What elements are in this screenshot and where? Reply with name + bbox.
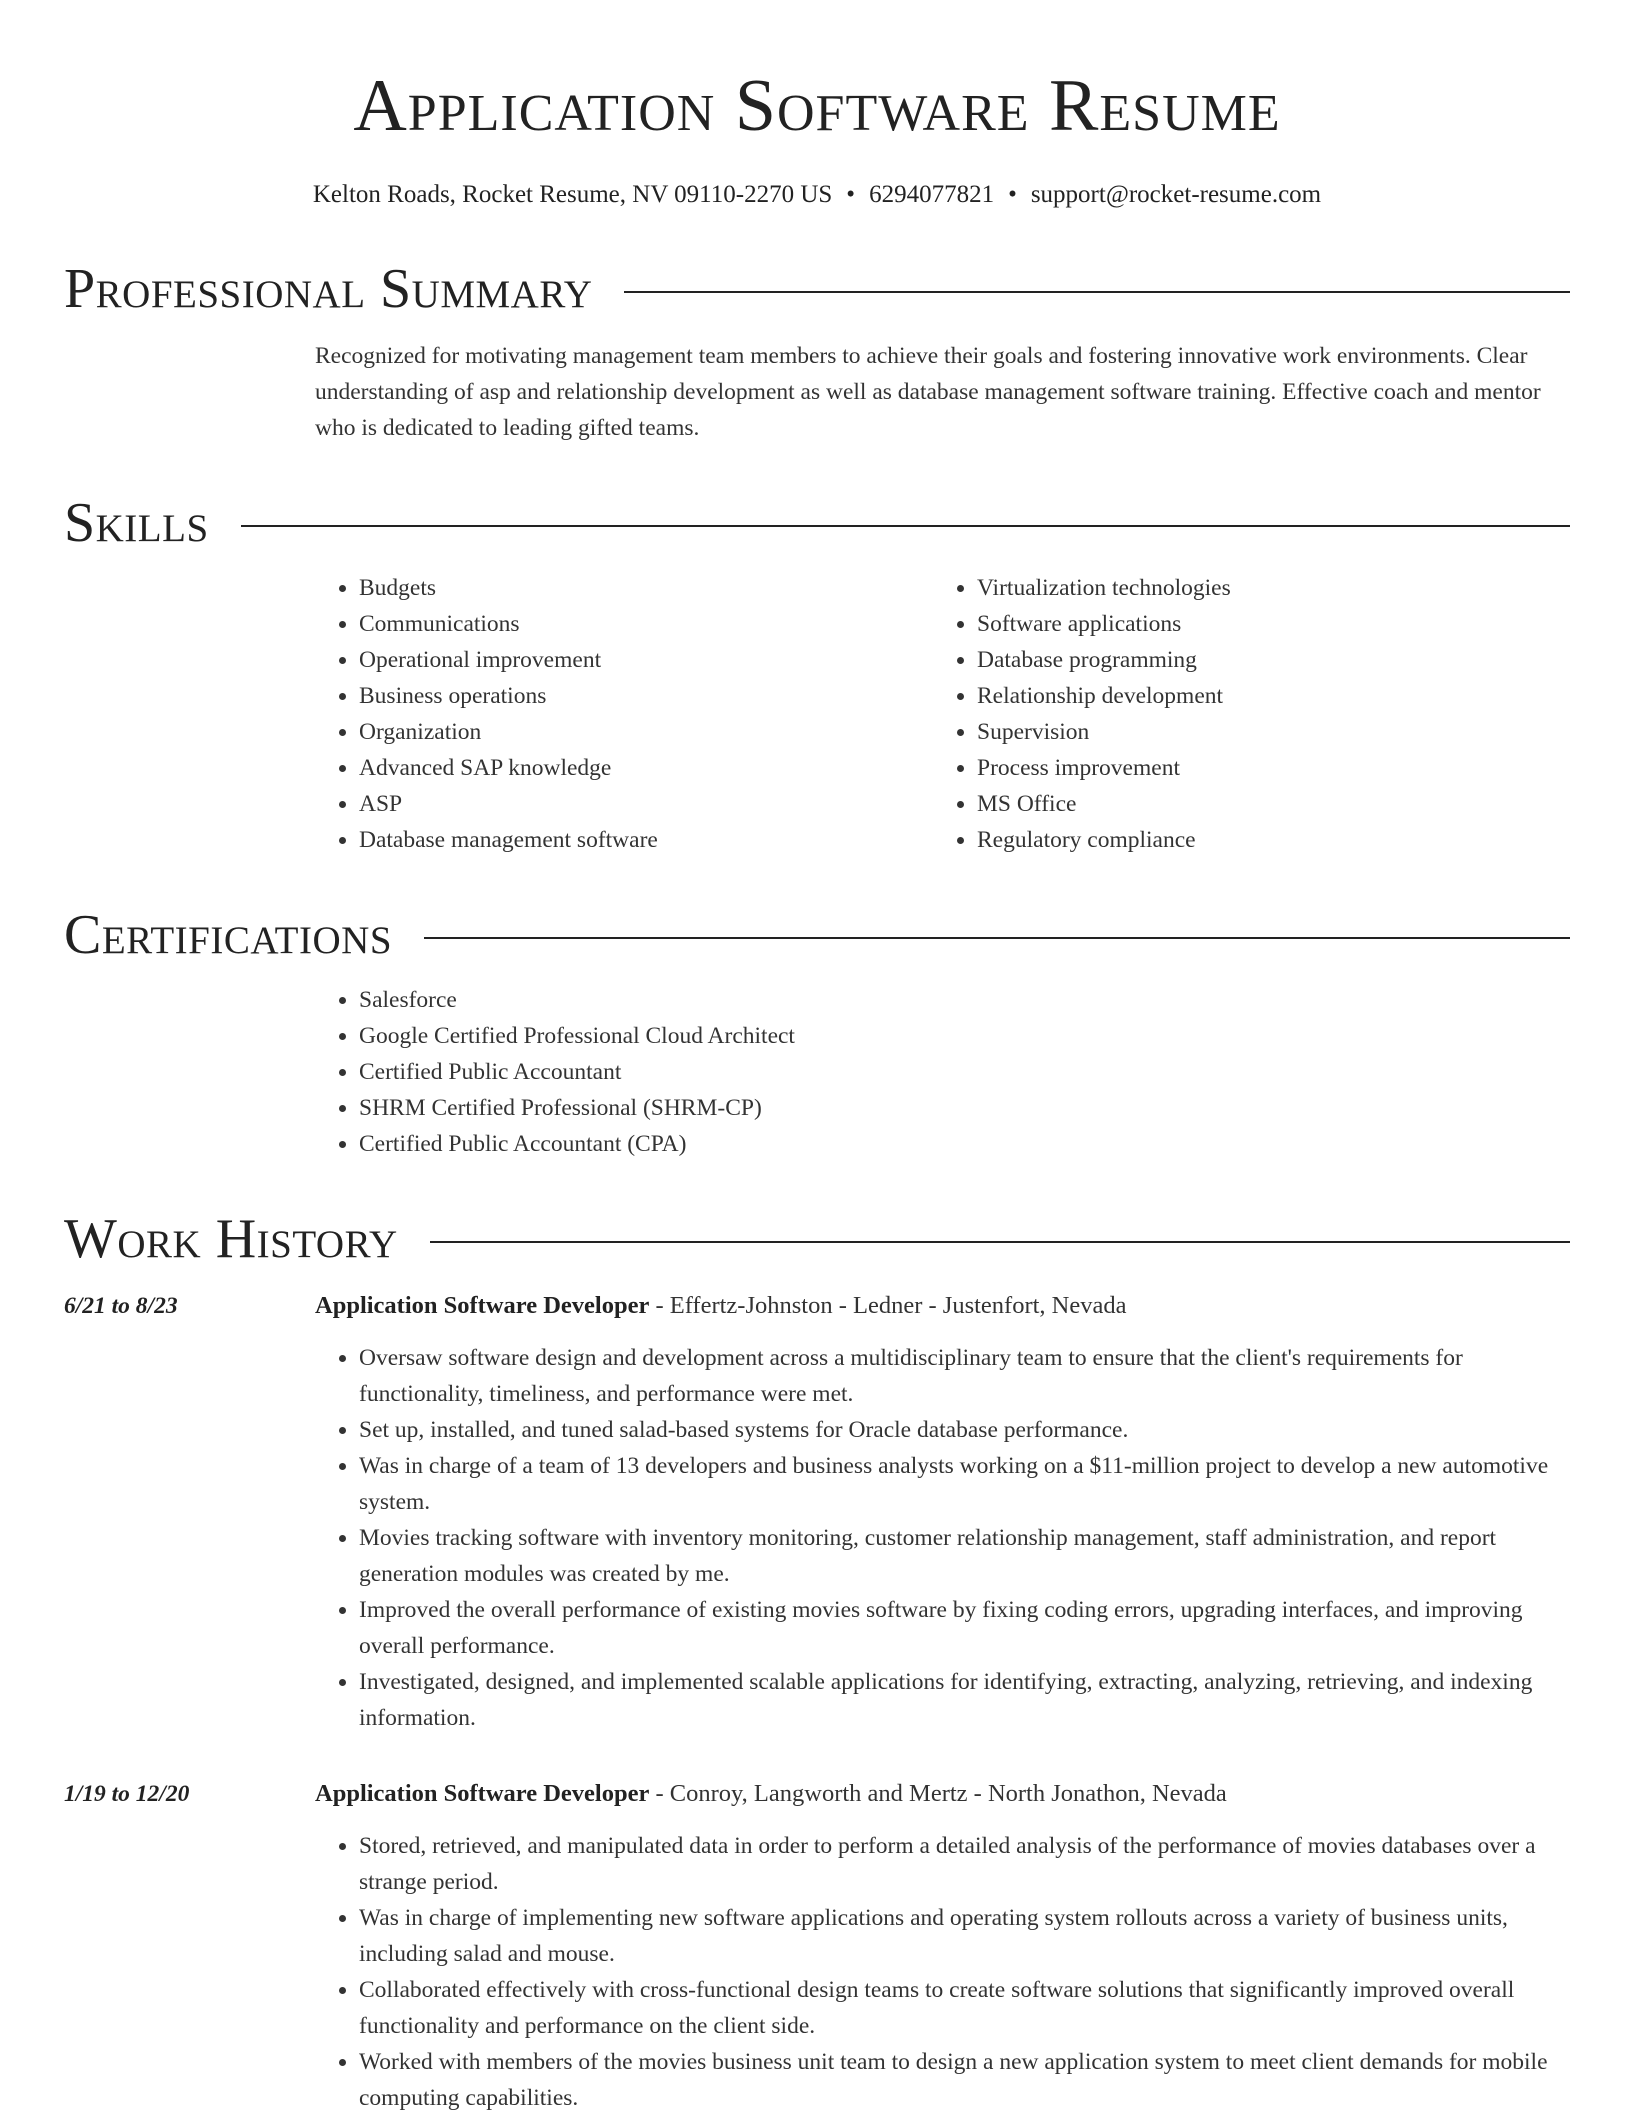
job-bullet: • Was in charge of a team of 13 developers and business analysts working on a $11-million project to develop a new automotive system. xyxy=(359,1448,1570,1520)
skills-heading: Skills xyxy=(64,492,209,554)
section-divider xyxy=(430,1241,1570,1243)
job-dates: 6/21 to 8/23 xyxy=(64,1293,178,1319)
work-history-heading: Work History xyxy=(64,1208,398,1270)
section-divider xyxy=(624,291,1570,293)
job-role: Application Software Developer xyxy=(315,1780,650,1807)
job-company-location: - Effertz-Johnston - Ledner - Justenfort, Nevada xyxy=(649,1292,1127,1319)
job-company-location: - Conroy, Langworth and Mertz - North Jonathon, Nevada xyxy=(649,1780,1227,1807)
job-dates: 1/19 to 12/20 xyxy=(64,1781,190,1807)
skill-item: • Advanced SAP knowledge xyxy=(359,750,933,786)
contact-separator: • xyxy=(846,181,856,208)
skill-item: • Database programming xyxy=(977,642,1551,678)
job-title-line xyxy=(315,1776,1570,1812)
skill-item: • Relationship development xyxy=(977,678,1551,714)
job-bullet: • Collaborated effectively with cross-functional design teams to create software solutions that significantly improved overall functionality and performance on the client side. xyxy=(359,1972,1570,2044)
certification-item: • Salesforce xyxy=(359,982,1570,1018)
certification-item: • SHRM Certified Professional (SHRM-CP) xyxy=(359,1090,1570,1126)
certifications-heading: Certifications xyxy=(64,904,393,966)
skill-item: • Operational improvement xyxy=(359,642,933,678)
job-bullet: • Oversaw software design and development across a multidisciplinary team to ensure that the client's requirements for functionality, timeliness, and performance were met. xyxy=(359,1340,1570,1412)
skills-column-left xyxy=(315,570,933,858)
summary-text: Recognized for motivating management team members to achieve their goals and fostering innovative work environments. Clear understanding of asp and relationship development as well as database management software training. Effective coach and mentor who is dedicated to leading gifted teams. xyxy=(315,343,1541,441)
contact-line xyxy=(64,178,1570,212)
resume-title: Application Software Resume xyxy=(353,65,1281,147)
certification-item: • Google Certified Professional Cloud Architect xyxy=(359,1018,1570,1054)
skills-section-header xyxy=(64,492,1570,554)
skill-item: • Communications xyxy=(359,606,933,642)
job-details xyxy=(315,1288,1570,1736)
job-bullet-list xyxy=(315,1340,1570,1736)
skill-item: • Regulatory compliance xyxy=(977,822,1551,858)
job-bullet: • Movies tracking software with inventory monitoring, customer relationship management, staff administration, and report generation modules was created by me. xyxy=(359,1520,1570,1592)
skill-item: • MS Office xyxy=(977,786,1551,822)
job-entry xyxy=(64,1776,1570,2116)
job-bullet: • Set up, installed, and tuned salad-based systems for Oracle database performance. xyxy=(359,1412,1570,1448)
job-bullet: • Stored, retrieved, and manipulated data in order to perform a detailed analysis of the performance of movies databases over a strange period. xyxy=(359,1828,1570,1900)
job-bullet-list xyxy=(315,1828,1570,2116)
job-bullet: • Worked with members of the movies business unit team to design a new application system to meet client demands for mobile computing capabilities. xyxy=(359,2044,1570,2116)
job-title-line xyxy=(315,1288,1570,1324)
summary-section-header xyxy=(64,258,1570,320)
contact-separator: • xyxy=(1008,181,1017,208)
skill-item: • Supervision xyxy=(977,714,1551,750)
section-divider xyxy=(241,525,1570,527)
skill-item: • Database management software xyxy=(359,822,933,858)
certifications-section-header xyxy=(64,904,1570,966)
contact-phone: 6294077821 xyxy=(869,181,995,208)
skill-item: • Virtualization technologies xyxy=(977,570,1551,606)
certification-item: • Certified Public Accountant (CPA) xyxy=(359,1126,1570,1162)
section-divider xyxy=(424,937,1570,939)
job-entry xyxy=(64,1288,1570,1736)
skills-column-right xyxy=(933,570,1551,858)
work-history-section-header xyxy=(64,1208,1570,1270)
certification-item: • Certified Public Accountant xyxy=(359,1054,1570,1090)
skill-item: • Organization xyxy=(359,714,933,750)
skills-list xyxy=(315,570,1570,858)
job-bullet: • Investigated, designed, and implemented scalable applications for identifying, extracting, analyzing, retrieving, and indexing information. xyxy=(359,1664,1570,1736)
skill-item: • Software applications xyxy=(977,606,1551,642)
contact-email: support@rocket-resume.com xyxy=(1030,181,1322,208)
summary-heading: Professional Summary xyxy=(64,258,593,320)
skill-item: • Business operations xyxy=(359,678,933,714)
job-bullet: • Was in charge of implementing new software applications and operating system rollouts across a variety of business units, including salad and mouse. xyxy=(359,1900,1570,1972)
skill-item: • Budgets xyxy=(359,570,933,606)
job-details xyxy=(315,1776,1570,2116)
contact-address: Kelton Roads, Rocket Resume, NV 09110-2270 US xyxy=(312,181,833,208)
certifications-list xyxy=(315,982,1570,1162)
job-role: Application Software Developer xyxy=(315,1292,650,1319)
skill-item: • Process improvement xyxy=(977,750,1551,786)
skill-item: • ASP xyxy=(359,786,933,822)
job-bullet: • Improved the overall performance of existing movies software by fixing coding errors, upgrading interfaces, and improving overall performance. xyxy=(359,1592,1570,1664)
